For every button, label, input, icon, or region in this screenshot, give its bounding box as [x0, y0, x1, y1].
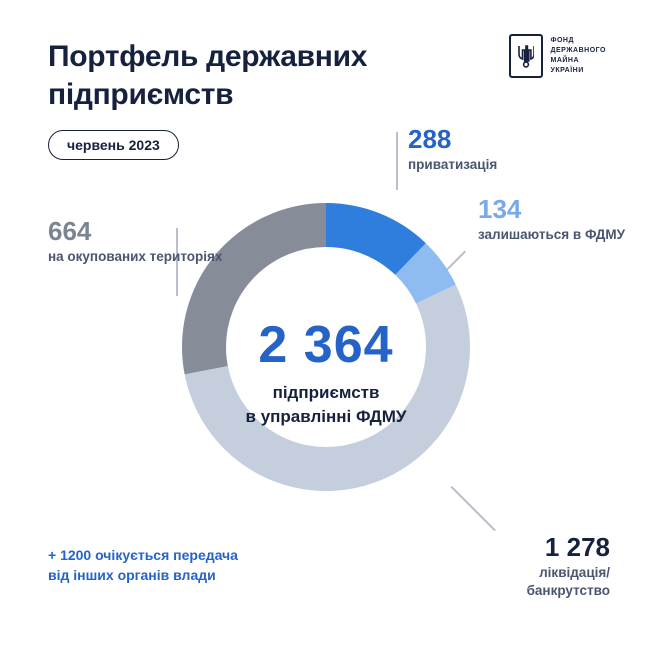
- trident-glyph: [518, 44, 534, 68]
- callout-occupied-value: 664: [48, 216, 92, 246]
- total-label-line-2: в управлінні ФДМУ: [245, 407, 407, 426]
- total-label: [176, 381, 476, 429]
- callout-liquidation-value: 1 278: [544, 532, 610, 562]
- logo-line-2: ДЕРЖАВНОГО: [550, 47, 606, 54]
- callout-liquidation-label: ліквідація/банкрутство: [526, 565, 610, 598]
- callout-privatization-value: 288: [408, 124, 452, 154]
- logo-line-3: МАЙНА: [550, 57, 580, 64]
- callout-stay-fdmu-label: залишаються в ФДМУ: [478, 227, 626, 242]
- date-badge-label: червень 2023: [67, 137, 160, 153]
- callout-liquidation: [470, 532, 610, 600]
- leader-line-privatization: [396, 132, 398, 190]
- transfer-note: + 1200 очікується передача від інших органів влади: [48, 547, 238, 583]
- trident-icon: [509, 34, 543, 78]
- logo: [509, 34, 607, 78]
- date-badge: [48, 130, 179, 160]
- logo-line-1: ФОНД: [550, 37, 574, 44]
- callout-privatization-label: приватизація: [408, 157, 498, 172]
- callout-privatization: [408, 124, 497, 174]
- logo-line-4: УКРАЇНИ: [550, 67, 584, 74]
- total-label-line-1: підприємств: [272, 383, 380, 402]
- callout-stay-fdmu: [478, 194, 625, 244]
- callout-stay-fdmu-value: 134: [478, 194, 522, 224]
- total-value: 2 364: [258, 316, 394, 374]
- callout-occupied-label: на окупованих територіях: [48, 249, 223, 264]
- callout-occupied: [48, 216, 222, 266]
- page-title: Портфель державних підприємств: [48, 40, 368, 111]
- logo-text: [551, 36, 607, 76]
